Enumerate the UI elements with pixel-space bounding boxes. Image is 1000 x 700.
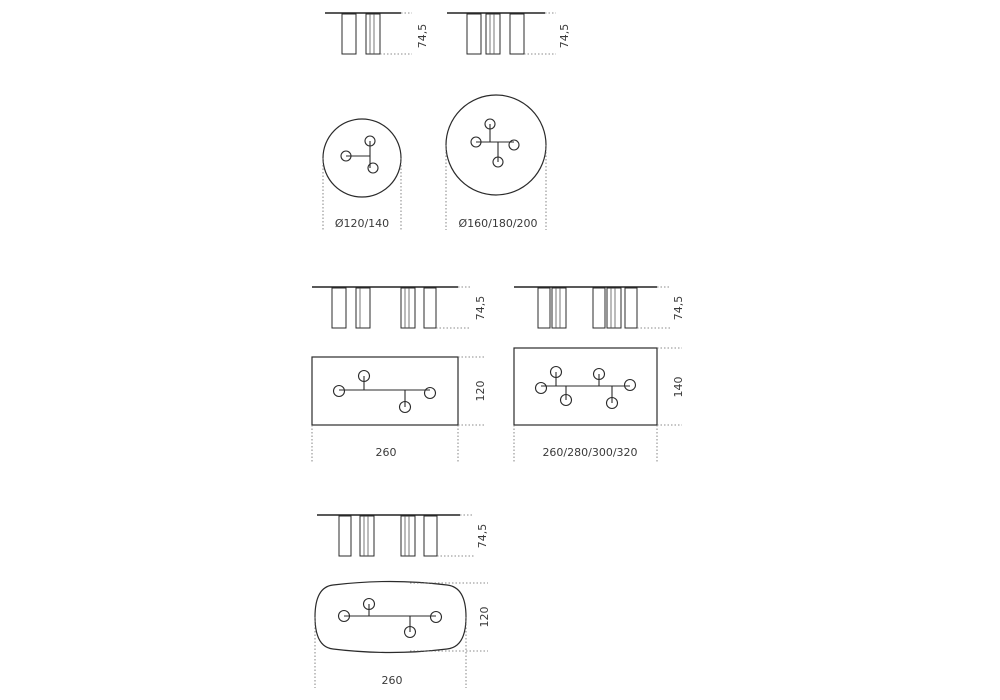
round-small-diameter-label: Ø120/140 [334,217,390,230]
barrel-width-label: 260 [381,674,403,687]
rect-small-depth-label: 120 [474,380,487,402]
round-small-elevation [325,13,412,54]
barrel-elevation [317,515,474,556]
rect-small-width-label: 260 [375,446,397,459]
rect-small-plan [312,357,484,462]
round-small-plan [323,119,401,230]
barrel-height-label: 74,5 [476,523,489,549]
round-large-plan [446,95,546,230]
rect-small-height-label: 74,5 [474,295,487,321]
rect-large-plan [514,348,682,462]
round-large-height-label: 74,5 [558,23,571,49]
round-large-elevation [447,13,556,54]
rect-large-elevation [514,287,670,328]
barrel-plan [315,582,488,689]
rect-large-depth-label: 140 [672,376,685,398]
round-large-diameter-label: Ø160/180/200 [458,217,538,230]
round-small-height-label: 74,5 [416,23,429,49]
rect-large-width-label: 260/280/300/320 [542,446,638,459]
rect-small-elevation [312,287,470,328]
rect-large-height-label: 74,5 [672,295,685,321]
barrel-depth-label: 120 [478,606,491,628]
